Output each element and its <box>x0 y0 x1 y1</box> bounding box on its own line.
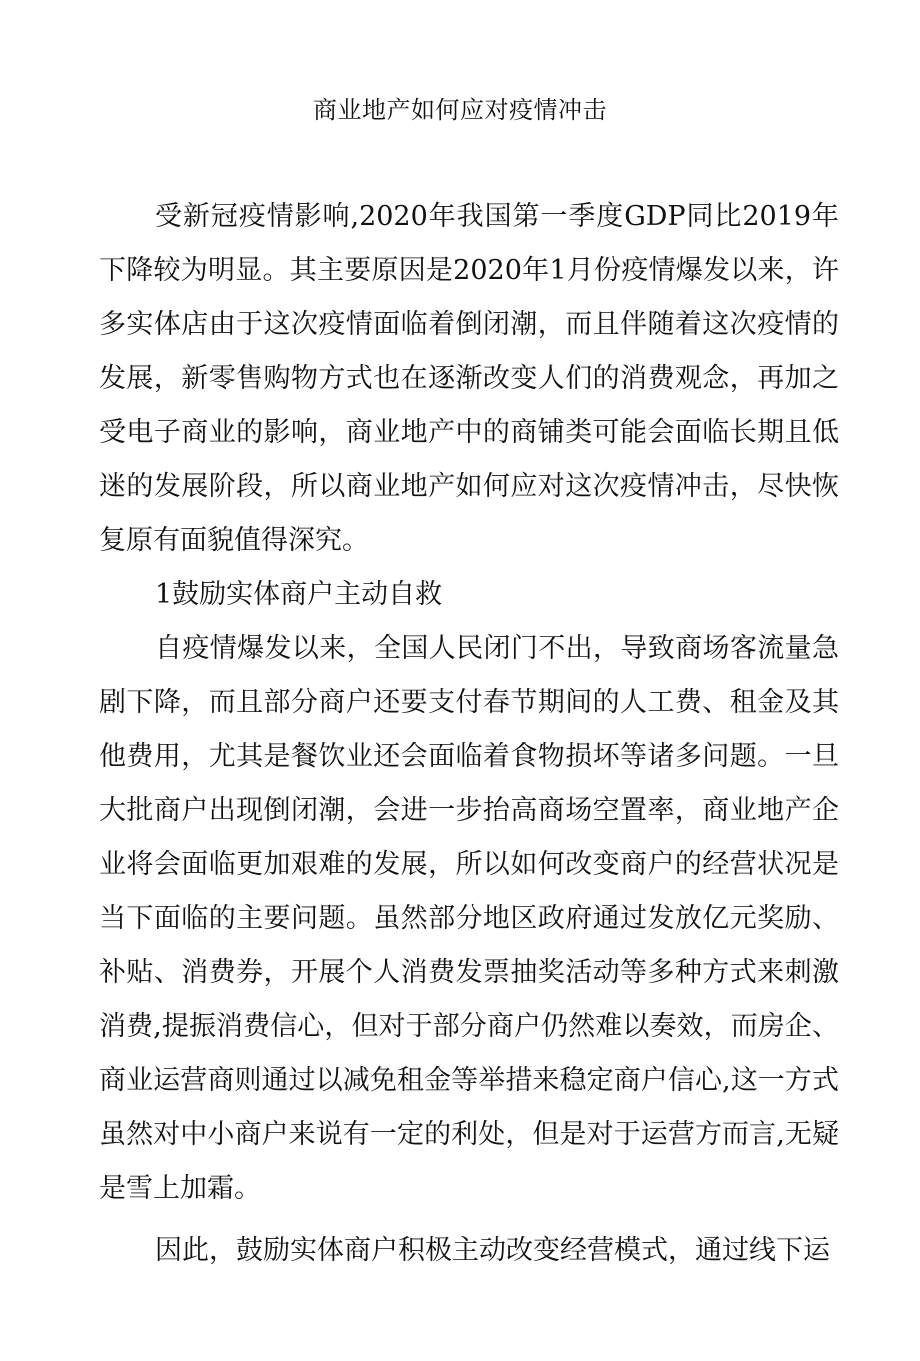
document-body <box>99 190 839 1278</box>
body-paragraph: 自疫情爆发以来，全国人民闭门不出，导致商场客流量急剧下降，而且部分商户还要支付春节期间的人工费、租金及其他费用，尤其是餐饮业还会面临着食物损坏等诸多问题。一旦大批商户出现倒闭潮，会进一步抬高商场空置率，商业地产企业将会面临更加艰难的发展，所以如何改变商户的经营状况是当下面临的主要问题。虽然部分地区政府通过发放亿元奖励、补贴、消费券，开展个人消费发票抽奖活动等多种方式来刺激消费,提振消费信心，但对于部分商户仍然难以奏效，而房企、商业运营商则通过以减免租金等举措来稳定商户信心,这一方式虽然对中小商户来说有一定的利处，但是对于运营方而言,无疑是雪上加霜。 <box>99 633 839 1204</box>
body-paragraph-continued: 因此，鼓励实体商户积极主动改变经营模式，通过线下运 <box>155 1235 830 1266</box>
section-heading: 1鼓励实体商户主动自救 <box>155 579 443 610</box>
intro-paragraph: 受新冠疫情影响,2020年我国第一季度GDP同比2019年下降较为明显。其主要原因是2020年1月份疫情爆发以来，许多实体店由于这次疫情面临着倒闭潮，而且伴随着这次疫情的发展，新零售购物方式也在逐渐改变人们的消费观念，再加之受电子商业的影响，商业地产中的商铺类可能会面临长期且低迷的发展阶段，所以商业地产如何应对这次疫情冲击，尽快恢复原有面貌值得深究。 <box>99 201 839 556</box>
document-title: 商业地产如何应对疫情冲击 <box>313 96 607 124</box>
